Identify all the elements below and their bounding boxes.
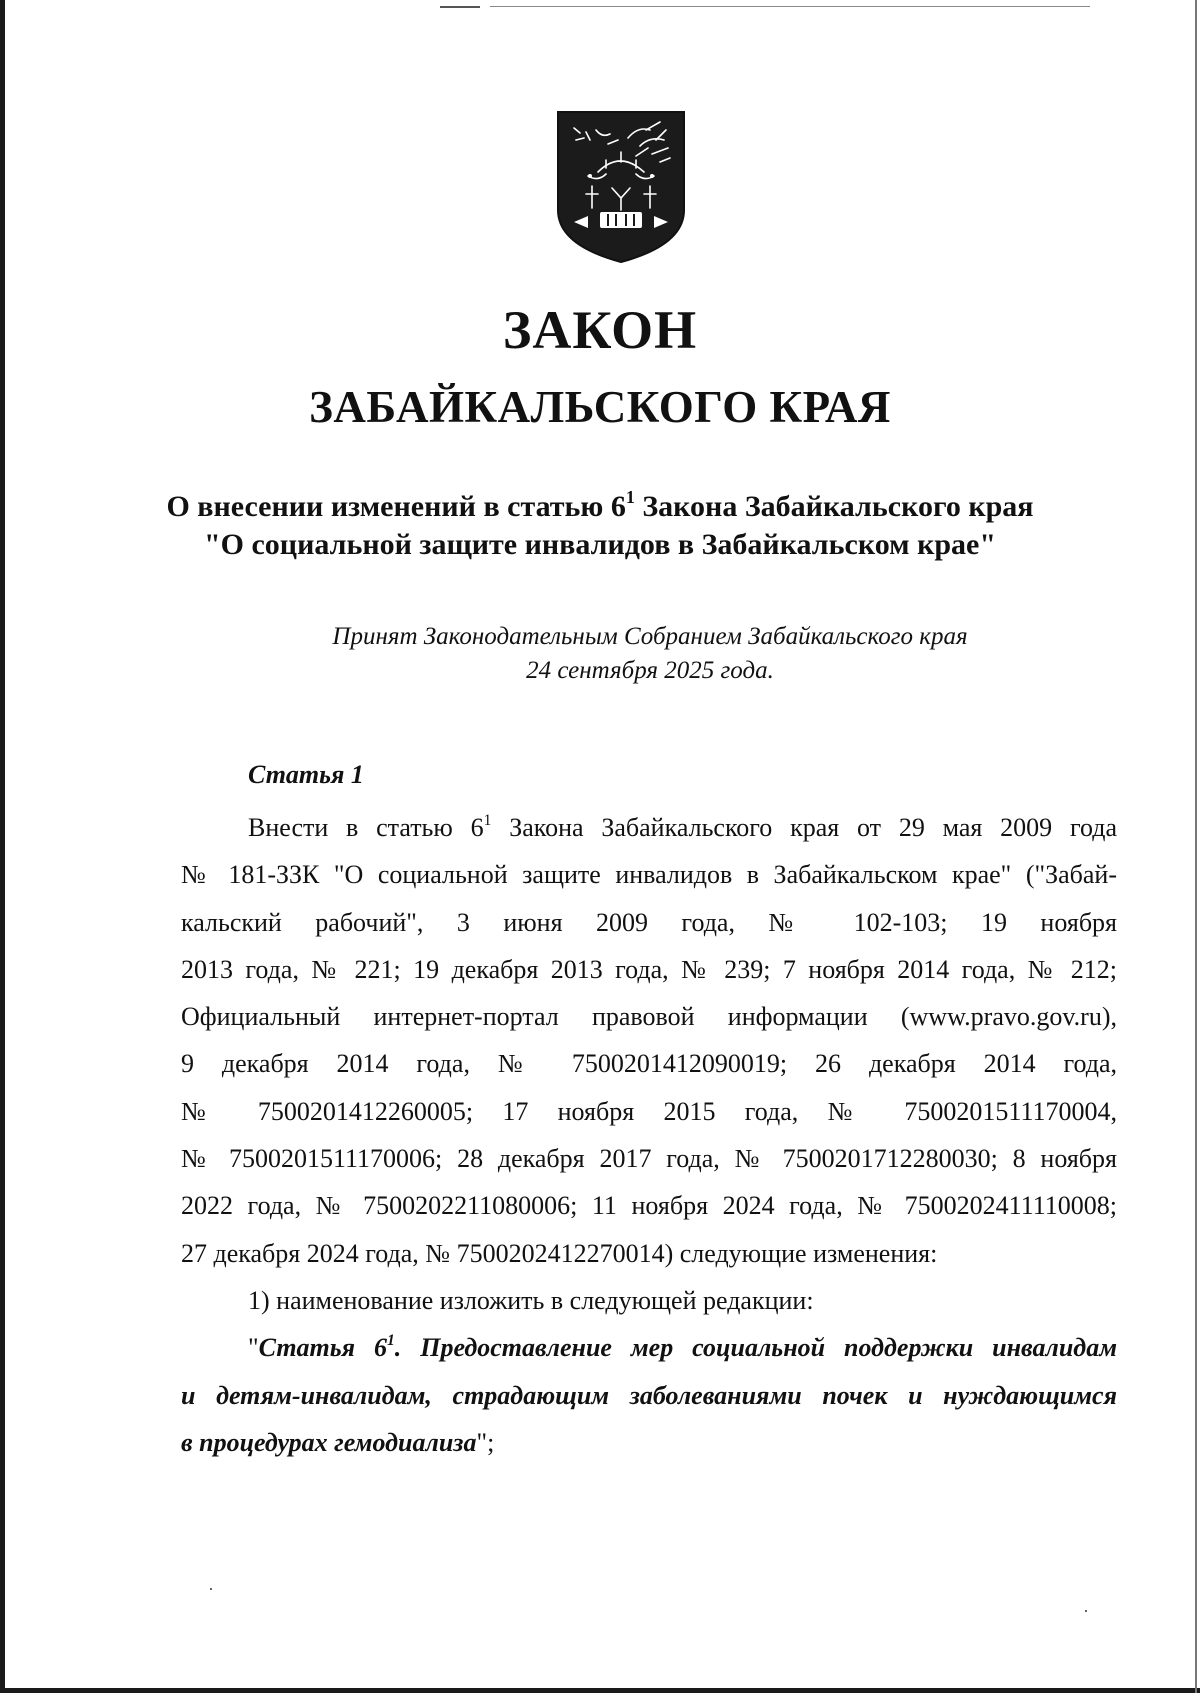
scan-speck: [210, 1588, 212, 1590]
article-body: [181, 804, 1117, 1466]
article-heading: Статья 1: [248, 760, 364, 789]
text-run: Закона Забайкальского края от 29 мая 2009 года: [491, 813, 1117, 842]
law-subject-line-2: "О социальной защите инвалидов в Забайкальском крае": [203, 528, 997, 561]
law-subject-text: Закона Забайкальского края: [634, 490, 1034, 523]
paragraph-line: 27 декабря 2024 года, № 7500202412270014) следующие изменения:: [181, 1238, 938, 1268]
paragraph-line: 2013 года, № 221; 19 декабря 2013 года, № 239; 7 ноября 2014 года, № 212;: [181, 954, 1117, 984]
law-subject: [0, 488, 1200, 564]
article-superscript: 1: [625, 487, 635, 508]
scan-artifact-top-line: [440, 6, 480, 8]
amendment-item-1: 1) наименование изложить в следующей редакции:: [248, 1285, 814, 1315]
quote-mark: ";: [476, 1427, 495, 1457]
scan-edge-left: [0, 0, 5, 1693]
article-superscript: 1: [483, 811, 492, 829]
paragraph-line: кальский рабочий", 3 июня 2009 года, № 102-103; 19 ноября: [181, 907, 1117, 937]
paragraph-line: № 7500201511170006; 28 декабря 2017 года, № 7500201712280030; 8 ноября: [181, 1144, 1117, 1174]
law-title: ЗАКОН: [502, 300, 698, 360]
law-region-title: ЗАБАЙКАЛЬСКОГО КРАЯ: [309, 382, 891, 432]
paragraph-line: Официальный интернет-портал правовой информации (www.pravo.gov.ru),: [181, 1002, 1117, 1032]
text-run: Внести в статью 6: [248, 813, 484, 842]
quote-mark: ": [248, 1333, 259, 1363]
adoption-date: 24 сентября 2025 года.: [526, 657, 774, 684]
scan-edge-right: [1195, 0, 1197, 1693]
article-superscript: 1: [387, 1332, 395, 1350]
zabaykalsky-krai-coat-of-arms-icon: [556, 110, 686, 265]
quoted-title-text: Статья 6: [258, 1333, 387, 1363]
amendment-quote-line: [181, 1324, 1117, 1371]
adoption-note: [250, 620, 1050, 688]
amendment-quote-line: и детям-инвалидам, страдающим заболеваниями почек и нуждающимся: [181, 1380, 1117, 1410]
scan-speck: [1085, 1610, 1087, 1612]
quoted-title-text: . Предоставление мер социальной поддержки инвалидам: [394, 1333, 1118, 1363]
law-subject-text: О внесении изменений в статью 6: [166, 490, 626, 523]
adoption-note-line-1: Принят Законодательным Собранием Забайкальского края: [332, 623, 968, 650]
paragraph-line: 9 декабря 2014 года, № 7500201412090019; 26 декабря 2014 года,: [181, 1049, 1117, 1079]
amendment-quote-line: [181, 1419, 1117, 1466]
paragraph-line: № 7500201412260005; 17 ноября 2015 года, № 7500201511170004,: [181, 1096, 1117, 1126]
paragraph-line: № 181-ЗЗК "О социальной защите инвалидов в Забайкальском крае" ("Забай-: [181, 860, 1117, 890]
scan-artifact-top-line: [490, 6, 1090, 7]
law-subject-line-1: [0, 488, 1200, 526]
paragraph-line: [181, 804, 1117, 851]
quoted-title-text: в процедурах гемодиализа: [181, 1427, 477, 1457]
scan-edge-bottom: [0, 1688, 1200, 1693]
paragraph-line: 2022 года, № 7500202211080006; 11 ноября 2024 года, № 7500202411110008;: [181, 1191, 1117, 1221]
